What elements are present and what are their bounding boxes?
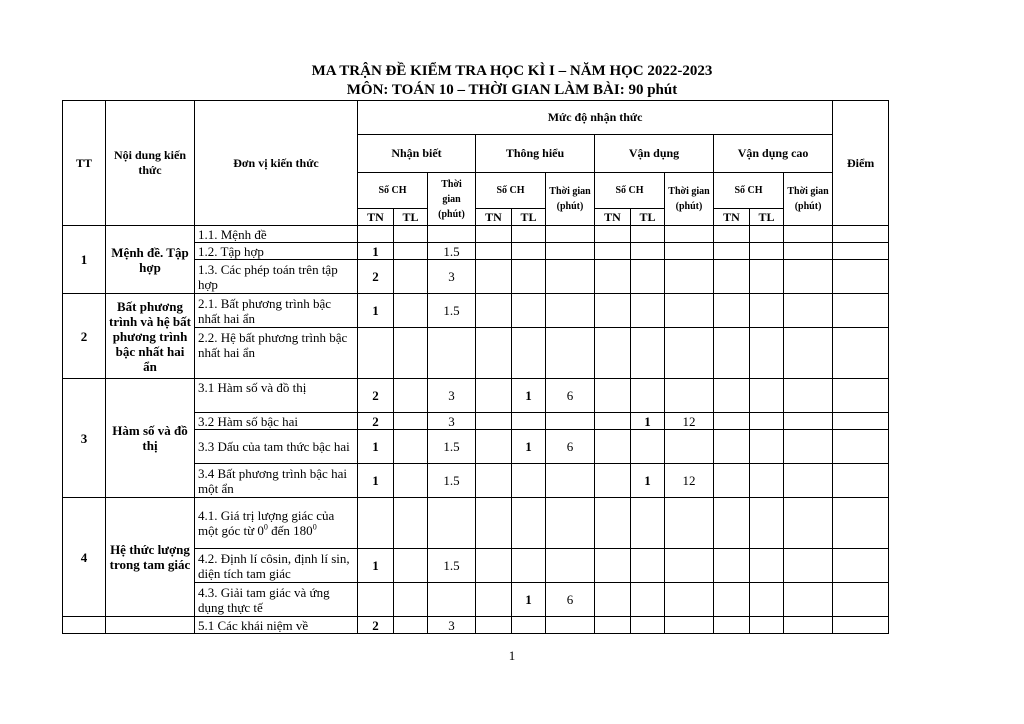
vd-tl-cell [631, 498, 665, 549]
unit-cell: 3.2 Hàm số bậc hai [195, 413, 358, 430]
nb-time-cell [428, 226, 476, 243]
page-number: 1 [508, 648, 516, 663]
header-tl: TL [512, 209, 546, 226]
nb-time-cell: 1.5 [428, 430, 476, 464]
th-time-cell [546, 243, 595, 260]
group-number: 3 [63, 379, 106, 498]
th-tl-cell [512, 260, 546, 294]
vd-tl-cell [631, 549, 665, 583]
header-tn: TN [358, 209, 394, 226]
th-time-cell [546, 498, 595, 549]
group-topic [106, 617, 195, 634]
header-thoi-gian: Thời gian (phút) [784, 173, 833, 226]
nb-time-cell [428, 328, 476, 379]
exam-matrix-table [62, 100, 889, 634]
group-number: 2 [63, 294, 106, 379]
vd-time-cell [665, 294, 714, 328]
header-so-ch: Số CH [714, 173, 784, 209]
header-level-thong-hieu: Thông hiểu [476, 135, 595, 173]
unit-cell: 1.3. Các phép toán trên tập hợp [195, 260, 358, 294]
header-level-van-dung-cao: Vận dụng cao [714, 135, 833, 173]
vd-tl-cell: 1 [631, 413, 665, 430]
header-noi-dung: Nội dung kiến thức [106, 101, 195, 226]
header-tl: TL [394, 209, 428, 226]
th-tl-cell [512, 243, 546, 260]
th-time-cell [546, 549, 595, 583]
nb-tn-cell: 1 [358, 549, 394, 583]
header-diem: Điểm [833, 101, 889, 226]
nb-time-cell [428, 583, 476, 617]
unit-cell: 2.2. Hệ bất phương trình bậc nhất hai ẩn [195, 328, 358, 379]
header-tl: TL [631, 209, 665, 226]
vd-tl-cell [631, 328, 665, 379]
th-tl-cell [512, 549, 546, 583]
degree-superscript: 0 [263, 522, 268, 532]
vd-tl-cell [631, 294, 665, 328]
header-tn: TN [714, 209, 750, 226]
header-level-van-dung: Vận dụng [595, 135, 714, 173]
degree-superscript: 0 [312, 522, 317, 532]
unit-text: 4.1. Giá trị lượng giác của một góc từ 0 [198, 508, 335, 538]
document-title: MA TRẬN ĐỀ KIỂM TRA HỌC KÌ I – NĂM HỌC 2022-2023 [311, 63, 713, 79]
th-time-cell [546, 294, 595, 328]
nb-tn-cell: 1 [358, 294, 394, 328]
nb-tn-cell: 2 [358, 617, 394, 634]
vd-tl-cell [631, 226, 665, 243]
th-tl-cell: 1 [512, 379, 546, 413]
vd-time-cell [665, 430, 714, 464]
unit-cell: 3.4 Bất phương trình bậc hai một ẩn [195, 464, 358, 498]
header-tl: TL [750, 209, 784, 226]
th-tl-cell [512, 294, 546, 328]
group-topic: Hàm số và đồ thị [106, 379, 195, 498]
vd-tl-cell [631, 430, 665, 464]
th-tl-cell [512, 498, 546, 549]
th-time-cell [546, 260, 595, 294]
header-so-ch: Số CH [595, 173, 665, 209]
vd-tl-cell [631, 379, 665, 413]
nb-tn-cell: 1 [358, 243, 394, 260]
th-tl-cell: 1 [512, 583, 546, 617]
th-time-cell [546, 226, 595, 243]
th-tl-cell [512, 464, 546, 498]
th-time-cell [546, 464, 595, 498]
group-number: 1 [63, 226, 106, 294]
nb-tn-cell [358, 328, 394, 379]
group-topic: Bất phương trình và hệ bất phương trình bậc nhất hai ẩn [106, 294, 195, 379]
unit-cell: 3.3 Dấu của tam thức bậc hai [195, 430, 358, 464]
th-tl-cell [512, 328, 546, 379]
nb-tn-cell [358, 226, 394, 243]
document-subtitle: MÔN: TOÁN 10 – THỜI GIAN LÀM BÀI: 90 phút [346, 82, 678, 98]
unit-text: đến 180 [267, 523, 313, 538]
unit-cell: 1.2. Tập hợp [195, 243, 358, 260]
vd-tl-cell [631, 260, 665, 294]
nb-tn-cell: 2 [358, 413, 394, 430]
th-tl-cell [512, 617, 546, 634]
nb-tn-cell: 1 [358, 464, 394, 498]
unit-cell: 3.1 Hàm số và đồ thị [195, 379, 358, 413]
header-tn: TN [595, 209, 631, 226]
vd-tl-cell [631, 583, 665, 617]
nb-time-cell: 3 [428, 617, 476, 634]
unit-cell: 4.3. Giải tam giác và ứng dụng thực tế [195, 583, 358, 617]
th-tl-cell [512, 226, 546, 243]
group-number [63, 617, 106, 634]
nb-time-cell: 1.5 [428, 464, 476, 498]
header-thoi-gian: Thời gian (phút) [428, 173, 476, 226]
nb-time-cell: 3 [428, 379, 476, 413]
th-time-cell: 6 [546, 379, 595, 413]
vd-time-cell [665, 583, 714, 617]
nb-time-cell: 3 [428, 260, 476, 294]
vd-time-cell [665, 328, 714, 379]
nb-time-cell: 3 [428, 413, 476, 430]
th-tl-cell [512, 413, 546, 430]
vd-time-cell [665, 549, 714, 583]
vd-time-cell: 12 [665, 464, 714, 498]
header-don-vi: Đơn vị kiến thức [195, 101, 358, 226]
nb-time-cell: 1.5 [428, 294, 476, 328]
header-thoi-gian: Thời gian (phút) [546, 173, 595, 226]
header-muc-do: Mức độ nhận thức [358, 101, 833, 135]
nb-tn-cell [358, 498, 394, 549]
vd-time-cell [665, 260, 714, 294]
unit-cell [195, 498, 358, 549]
vd-time-cell [665, 498, 714, 549]
th-time-cell [546, 617, 595, 634]
header-thoi-gian: Thời gian (phút) [665, 173, 714, 226]
th-tl-cell: 1 [512, 430, 546, 464]
unit-cell: 1.1. Mệnh đề [195, 226, 358, 243]
nb-tn-cell: 2 [358, 379, 394, 413]
header-so-ch: Số CH [476, 173, 546, 209]
group-topic: Mệnh đề. Tập hợp [106, 226, 195, 294]
vd-time-cell: 12 [665, 413, 714, 430]
nb-tn-cell [358, 583, 394, 617]
th-time-cell [546, 413, 595, 430]
header-so-ch: Số CH [358, 173, 428, 209]
nb-time-cell: 1.5 [428, 243, 476, 260]
vd-time-cell [665, 379, 714, 413]
vd-tl-cell [631, 617, 665, 634]
vd-time-cell [665, 617, 714, 634]
nb-tn-cell: 1 [358, 430, 394, 464]
nb-time-cell: 1.5 [428, 549, 476, 583]
header-level-nhan-biet: Nhận biết [358, 135, 476, 173]
vd-time-cell [665, 243, 714, 260]
group-topic: Hệ thức lượng trong tam giác [106, 498, 195, 617]
nb-tn-cell: 2 [358, 260, 394, 294]
header-tt: TT [63, 101, 106, 226]
th-time-cell [546, 328, 595, 379]
nb-time-cell [428, 498, 476, 549]
vd-tl-cell [631, 243, 665, 260]
th-time-cell: 6 [546, 583, 595, 617]
header-tn: TN [476, 209, 512, 226]
vd-tl-cell: 1 [631, 464, 665, 498]
vd-time-cell [665, 226, 714, 243]
unit-cell: 4.2. Định lí côsin, định lí sin, diện tích tam giác [195, 549, 358, 583]
th-time-cell: 6 [546, 430, 595, 464]
group-number: 4 [63, 498, 106, 617]
unit-cell: 2.1. Bất phương trình bậc nhất hai ẩn [195, 294, 358, 328]
unit-cell: 5.1 Các khái niệm về [195, 617, 358, 634]
